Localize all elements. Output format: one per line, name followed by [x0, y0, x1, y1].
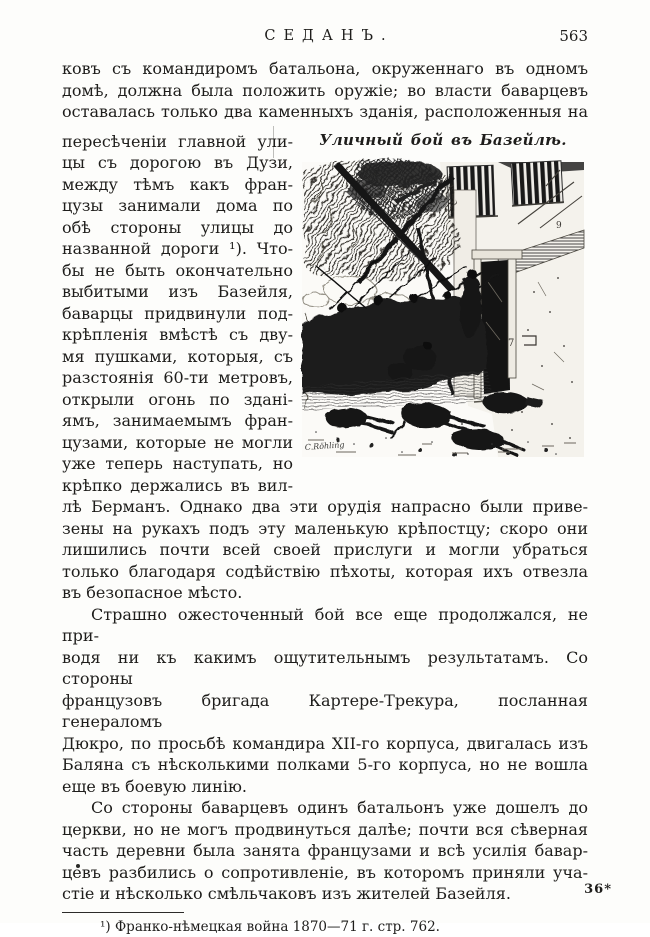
paragraph-fight-continues — [62, 604, 588, 798]
text-line: французовъ бригада Картере-Трекура, посланная генераломъ — [62, 690, 588, 731]
text-line: между тѣмъ какъ фран- — [62, 174, 293, 194]
wall-mark-7: 7 — [508, 337, 515, 349]
text-line: ковъ съ командиромъ батальона, окруженнаго въ одномъ — [62, 59, 588, 78]
narrow-column-text — [62, 131, 293, 497]
text-line: Со стороны баварцевъ одинъ батальонъ уже дошелъ до — [91, 798, 588, 817]
engraving-bazeilles-illustration — [302, 162, 584, 457]
printers-signature-mark: 36* — [584, 882, 612, 897]
text-line: водя ни къ какимъ ощутительнымъ результатамъ. Со стороны — [62, 647, 588, 688]
figure-caption: Уличный бой въ Базейлѣ. — [319, 130, 567, 149]
text-line: крѣпко держались въ вил- — [62, 475, 293, 495]
text-line: пересѣченіи главной ули- — [62, 131, 293, 151]
text-line: только благодаря содѣйствію пѣхоты, которая ихъ отвезла — [62, 561, 588, 581]
text-line: церкви, но не могъ продвинуться далѣе; почти вся сѣверная — [62, 819, 588, 839]
paragraph-continuation-bottom — [62, 496, 588, 604]
running-head — [62, 27, 588, 45]
text-line: часть деревни была занята французами и всѣ усилія бавар- — [62, 841, 588, 860]
text-line: цевъ разбились о сопротивленіе, въ которомъ приняли уча- — [62, 862, 588, 882]
text-line: цузы занимали дома по — [62, 196, 293, 215]
text-line: Дюкро, по просьбѣ командира XII-го корпуса, двигалась изъ — [62, 733, 588, 753]
text-line: баварцы придвинули под- — [62, 303, 293, 323]
text-line: цы съ дорогою въ Дузи, — [62, 153, 293, 172]
text-line: цузами, которые не могли — [62, 432, 293, 452]
text-line: оставалась только два каменныхъ зданія, расположенныя на — [62, 102, 588, 121]
text-line: лѣ Берманъ. Однако два эти орудія напрасно были приве- — [62, 497, 588, 516]
footnote-rule — [62, 912, 184, 913]
paragraph-bavarians — [62, 797, 588, 905]
page-number: 563 — [559, 27, 588, 45]
text-line: стіе и нѣсколько смѣльчаковъ изъ жителей Базейля. — [62, 884, 511, 903]
text-line: Страшно ожесточенный бой все еще продолжался, не при- — [62, 604, 588, 645]
two-column-region — [62, 131, 588, 497]
footnote-text: ¹) Франко-нѣмецкая война 1870—71 г. стр. 762. — [100, 918, 440, 935]
text-line: мя пушками, которыя, съ — [62, 346, 293, 366]
text-line: зены на рукахъ подъ эту маленькую крѣпостцу; скоро они — [62, 518, 588, 538]
text-line: выбитыми изъ Базейля, — [62, 282, 293, 301]
text-line: уже теперь наступать, но — [62, 454, 293, 473]
figure-street-fight — [298, 131, 588, 497]
text-line: еще въ боевую линію. — [62, 776, 247, 796]
wall-mark-9: 9 — [556, 220, 562, 231]
paragraph-continuation-top — [62, 58, 588, 123]
text-line: домѣ, должна была положить оружіе; во власти баварцевъ — [62, 80, 588, 100]
text-line: ямъ, занимаемымъ фран- — [62, 411, 293, 430]
text-line: Баляна съ нѣсколькими полками 5-го корпуса, но не вошла — [62, 755, 588, 774]
text-line: названной дороги ¹). Что- — [62, 239, 293, 258]
text-line: обѣ стороны улицы до — [62, 217, 293, 237]
text-line: открыли огонь по здані- — [62, 389, 293, 409]
text-line: разстоянія 60-ти метровъ, — [62, 368, 293, 387]
text-line: бы не быть окончательно — [62, 260, 293, 280]
text-line: лишились почти всей своей прислуги и могли убраться — [62, 540, 588, 559]
text-line: въ безопасное мѣсто. — [62, 583, 243, 602]
text-line: крѣпленія вмѣстѣ съ дву- — [62, 325, 293, 344]
text-block — [62, 0, 588, 937]
running-head-title: СЕДАНЪ. — [264, 28, 394, 44]
engraving-signature: C.Röhling — [304, 439, 345, 452]
